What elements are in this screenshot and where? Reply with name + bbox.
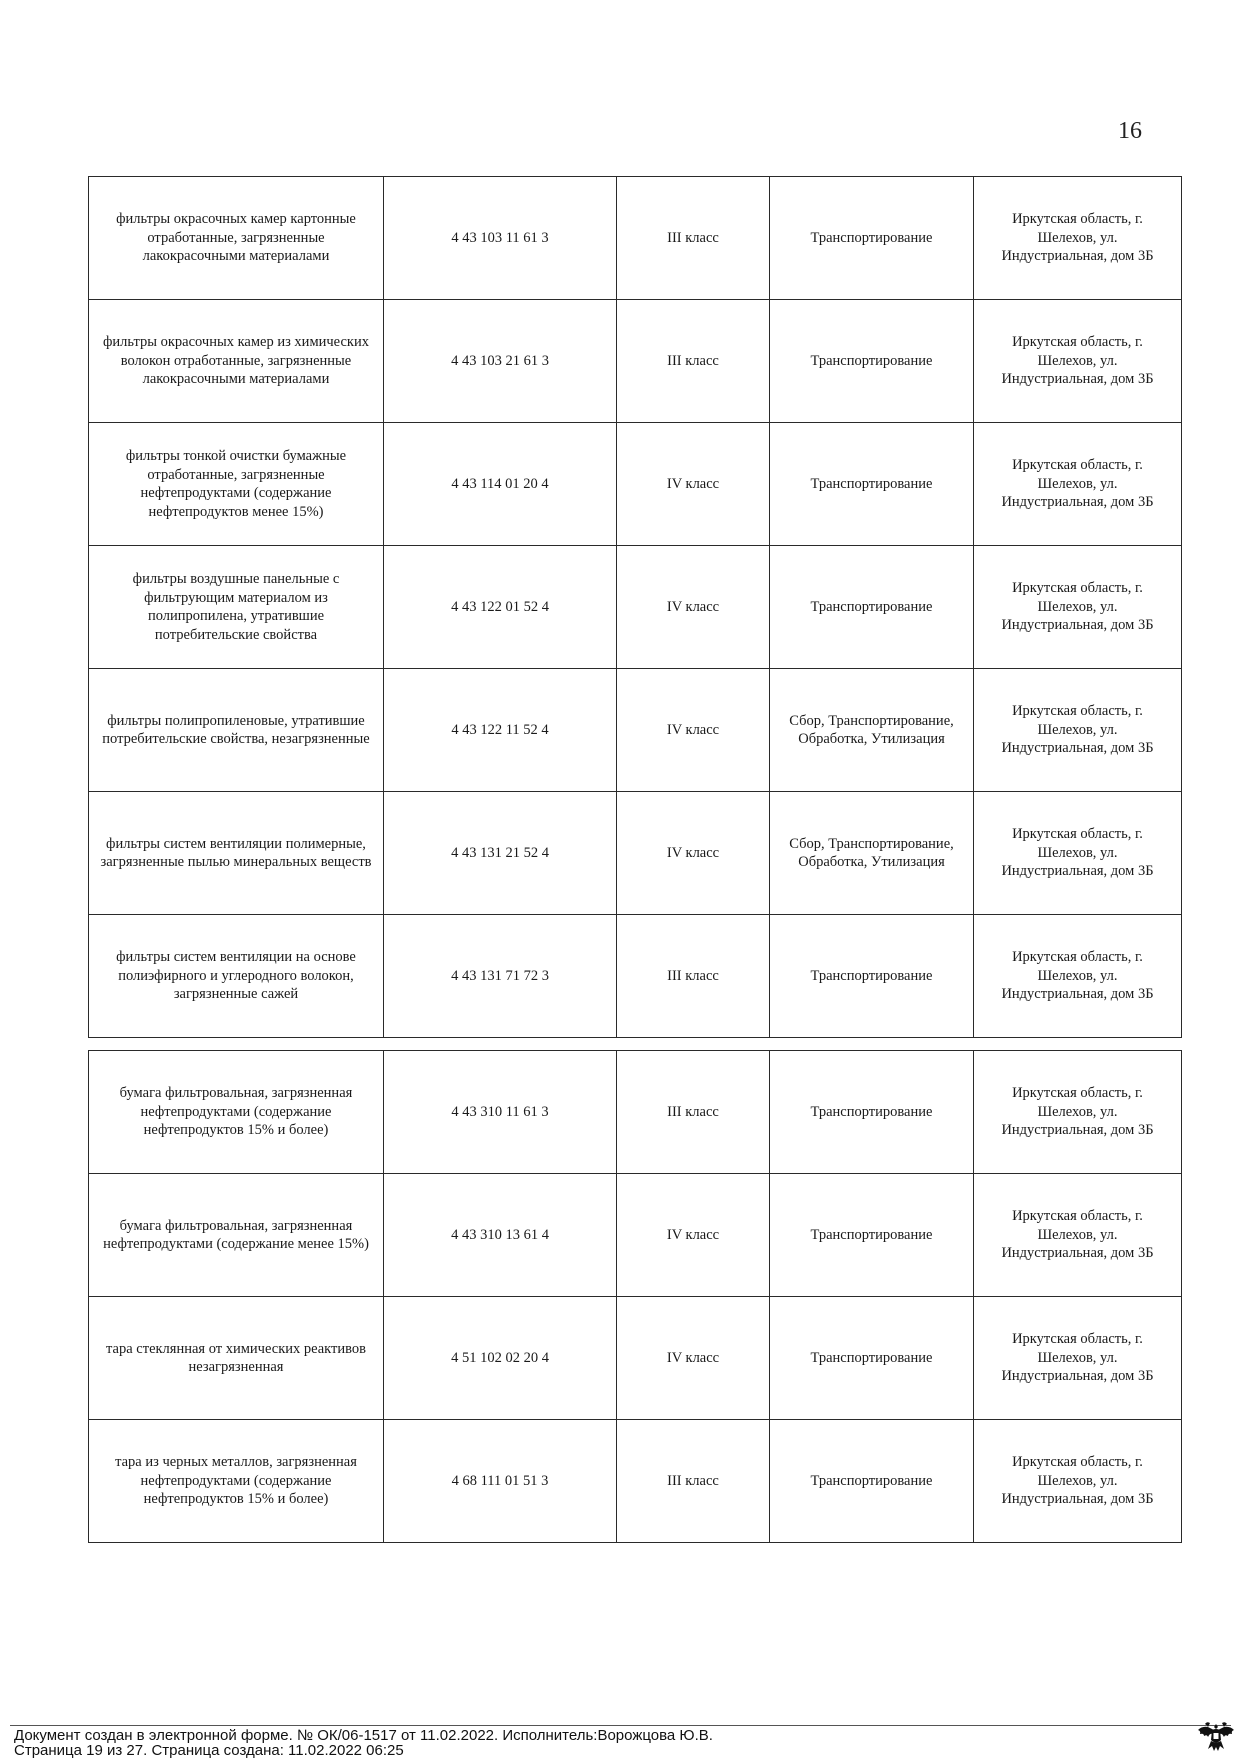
hazard-class-cell: IV класс [617, 792, 770, 915]
activity-type-cell: Транспортирование [770, 423, 974, 546]
fkko-code-cell: 4 43 131 21 52 4 [384, 792, 617, 915]
fkko-code-cell: 4 43 310 11 61 3 [384, 1051, 617, 1174]
waste-table-body-1 [89, 177, 1182, 1038]
hazard-class-cell: III класс [617, 1420, 770, 1543]
waste-name-cell: бумага фильтровальная, загрязненная нефтепродуктами (содержание менее 15%) [89, 1174, 384, 1297]
waste-table-part-2 [88, 1050, 1182, 1543]
address-cell: Иркутская область, г. Шелехов, ул. Индустриальная, дом 3Б [974, 1420, 1182, 1543]
table-row [89, 1297, 1182, 1420]
table-row [89, 300, 1182, 423]
waste-name-cell: фильтры окрасочных камер из химических волокон отработанные, загрязненные лакокрасочными материалами [89, 300, 384, 423]
fkko-code-cell: 4 68 111 01 51 3 [384, 1420, 617, 1543]
fkko-code-cell: 4 43 122 11 52 4 [384, 669, 617, 792]
table-row [89, 1420, 1182, 1543]
table-row [89, 1174, 1182, 1297]
waste-table-part-1 [88, 176, 1182, 1038]
address-cell: Иркутская область, г. Шелехов, ул. Индустриальная, дом 3Б [974, 1297, 1182, 1420]
fkko-code-cell: 4 43 103 11 61 3 [384, 177, 617, 300]
footer-divider [10, 1725, 1231, 1726]
footer-page-info: Страница 19 из 27. Страница создана: 11.02.2022 06:25 [14, 1742, 404, 1759]
fkko-code-cell: 4 51 102 02 20 4 [384, 1297, 617, 1420]
table-row [89, 792, 1182, 915]
activity-type-cell: Сбор, Транспортирование, Обработка, Утилизация [770, 669, 974, 792]
footer-document-info: Документ создан в электронной форме. № ОК/06-1517 от 11.02.2022. Исполнитель:Ворожцова Ю.В. [14, 1727, 713, 1744]
hazard-class-cell: III класс [617, 177, 770, 300]
waste-table-body-2 [89, 1051, 1182, 1543]
address-cell: Иркутская область, г. Шелехов, ул. Индустриальная, дом 3Б [974, 546, 1182, 669]
waste-name-cell: тара стеклянная от химических реактивов незагрязненная [89, 1297, 384, 1420]
page-number: 16 [1118, 118, 1142, 144]
address-cell: Иркутская область, г. Шелехов, ул. Индустриальная, дом 3Б [974, 915, 1182, 1038]
waste-name-cell: фильтры окрасочных камер картонные отработанные, загрязненные лакокрасочными материалами [89, 177, 384, 300]
activity-type-cell: Транспортирование [770, 546, 974, 669]
waste-name-cell: фильтры систем вентиляции на основе полиэфирного и углеродного волокон, загрязненные сажей [89, 915, 384, 1038]
activity-type-cell: Транспортирование [770, 915, 974, 1038]
activity-type-cell: Транспортирование [770, 1051, 974, 1174]
table-row [89, 915, 1182, 1038]
activity-type-cell: Сбор, Транспортирование, Обработка, Утилизация [770, 792, 974, 915]
address-cell: Иркутская область, г. Шелехов, ул. Индустриальная, дом 3Б [974, 669, 1182, 792]
hazard-class-cell: IV класс [617, 546, 770, 669]
table-row [89, 423, 1182, 546]
address-cell: Иркутская область, г. Шелехов, ул. Индустриальная, дом 3Б [974, 792, 1182, 915]
hazard-class-cell: III класс [617, 1051, 770, 1174]
waste-name-cell: тара из черных металлов, загрязненная нефтепродуктами (содержание нефтепродуктов 15% и более) [89, 1420, 384, 1543]
activity-type-cell: Транспортирование [770, 300, 974, 423]
address-cell: Иркутская область, г. Шелехов, ул. Индустриальная, дом 3Б [974, 177, 1182, 300]
address-cell: Иркутская область, г. Шелехов, ул. Индустриальная, дом 3Б [974, 423, 1182, 546]
hazard-class-cell: IV класс [617, 423, 770, 546]
fkko-code-cell: 4 43 103 21 61 3 [384, 300, 617, 423]
fkko-code-cell: 4 43 122 01 52 4 [384, 546, 617, 669]
waste-name-cell: фильтры тонкой очистки бумажные отработанные, загрязненные нефтепродуктами (содержание нефтепродуктов менее 15%) [89, 423, 384, 546]
address-cell: Иркутская область, г. Шелехов, ул. Индустриальная, дом 3Б [974, 1174, 1182, 1297]
activity-type-cell: Транспортирование [770, 177, 974, 300]
hazard-class-cell: IV класс [617, 1174, 770, 1297]
waste-name-cell: фильтры воздушные панельные с фильтрующим материалом из полипропилена, утратившие потребительские свойства [89, 546, 384, 669]
hazard-class-cell: IV класс [617, 1297, 770, 1420]
activity-type-cell: Транспортирование [770, 1420, 974, 1543]
waste-name-cell: фильтры систем вентиляции полимерные, загрязненные пылью минеральных веществ [89, 792, 384, 915]
hazard-class-cell: III класс [617, 300, 770, 423]
activity-type-cell: Транспортирование [770, 1297, 974, 1420]
table-row [89, 1051, 1182, 1174]
activity-type-cell: Транспортирование [770, 1174, 974, 1297]
hazard-class-cell: IV класс [617, 669, 770, 792]
fkko-code-cell: 4 43 114 01 20 4 [384, 423, 617, 546]
fkko-code-cell: 4 43 310 13 61 4 [384, 1174, 617, 1297]
waste-name-cell: бумага фильтровальная, загрязненная нефтепродуктами (содержание нефтепродуктов 15% и более) [89, 1051, 384, 1174]
address-cell: Иркутская область, г. Шелехов, ул. Индустриальная, дом 3Б [974, 300, 1182, 423]
waste-name-cell: фильтры полипропиленовые, утратившие потребительские свойства, незагрязненные [89, 669, 384, 792]
table-row [89, 669, 1182, 792]
fkko-code-cell: 4 43 131 71 72 3 [384, 915, 617, 1038]
address-cell: Иркутская область, г. Шелехов, ул. Индустриальная, дом 3Б [974, 1051, 1182, 1174]
table-row [89, 546, 1182, 669]
hazard-class-cell: III класс [617, 915, 770, 1038]
double-headed-eagle-emblem-icon [1196, 1720, 1236, 1754]
table-row [89, 177, 1182, 300]
